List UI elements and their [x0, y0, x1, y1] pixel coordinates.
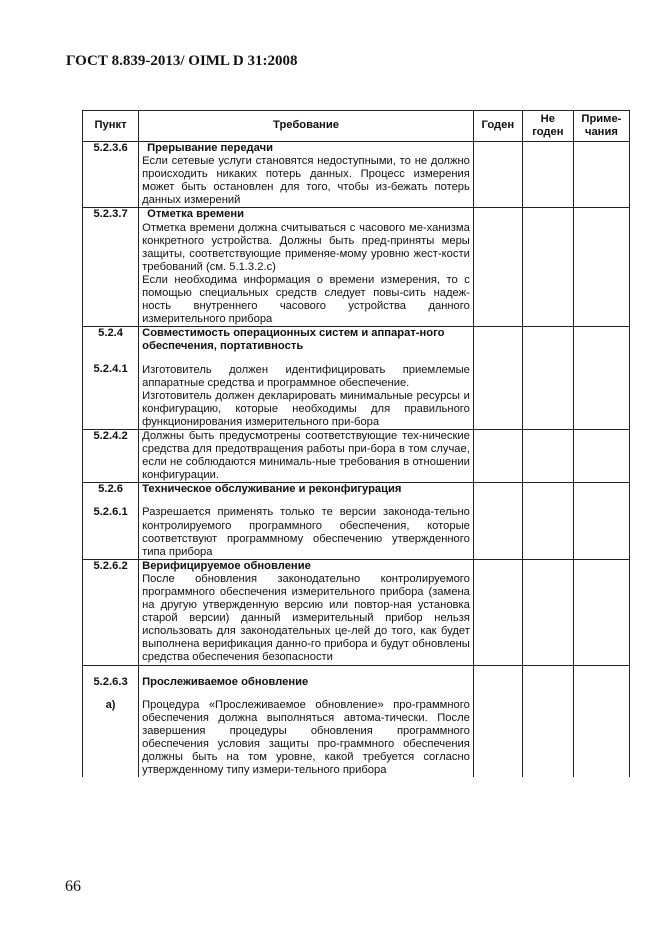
document-header: ГОСТ 8.839-2013/ OIML D 31:2008: [66, 53, 298, 69]
not-suitable-cell[interactable]: [522, 327, 573, 430]
column-header-suitable: Годен: [473, 111, 522, 142]
requirement-cell: [139, 559, 474, 665]
requirement-cell: [139, 208, 474, 327]
requirement-text-continued: Изготовитель должен декларировать минимальные ресурсы и конфигурацию, которые необходимы для правильного функционирования измерительного при-бора: [142, 389, 470, 428]
requirement-title: Отметка времени: [147, 208, 244, 221]
clause-number: 5.2.4 5.2.4.1: [83, 327, 139, 430]
column-header-not-suitable: Не годен: [522, 111, 573, 142]
requirement-cell: [139, 429, 474, 482]
table-row: [83, 665, 630, 777]
requirement-text: Отметка времени должна считываться с часового ме-ханизма конкретного устройства. Должны быть пред-приняты меры защиты, соответствующие применяе-мому уровню жест-кости требований (см. 5.1.3.2.с): [142, 221, 470, 273]
requirement-cell: [139, 483, 474, 559]
table-row: [83, 429, 630, 482]
suitable-cell[interactable]: [473, 559, 522, 665]
notes-cell[interactable]: [573, 208, 629, 327]
column-header-requirement: Требование: [139, 111, 474, 142]
requirement-cell: [139, 665, 474, 777]
requirement-text: После обновления законодательно контролируемого программного обеспечения измерительного прибора (замена на другую утвержденную версию или повтор-ная установка старой версии) данный измерительный прибор нельзя использовать для законодательных це-лей до того, как будет выполнена верификация данно-го прибора и будут обновлены средства обеспечения безопасности: [142, 572, 470, 664]
requirement-text: Должны быть предусмотрены соответствующие тех-нические средства для предотвращения работы при-бора в том случае, если не соблюдаются минималь-ные требования в отношении конфигурации.: [142, 429, 470, 482]
requirement-text: Разрешается применять только те версии законода-тельно контролируемого программного обеспечения, которые соответствуют программному обеспечению утвержденного типа прибора: [142, 506, 470, 558]
table-row: [83, 327, 630, 430]
requirement-title: Техническое обслуживание и реконфигурация: [142, 483, 402, 496]
requirements-table: [82, 110, 630, 777]
table-row: [83, 559, 630, 665]
notes-cell[interactable]: [573, 483, 629, 559]
requirement-text: Если сетевые услуги становятся недоступными, то не должно происходить никаких потерь данных. Процесс измерения может быть остановлен для того, чтобы из-бежать потерь данных измерений: [142, 155, 470, 207]
suitable-cell[interactable]: [473, 483, 522, 559]
column-header-punkt: Пункт: [83, 111, 139, 142]
not-suitable-cell[interactable]: [522, 559, 573, 665]
clause-number: 5.2.3.7: [83, 208, 139, 327]
requirement-title: Прослеживаемое обновление: [142, 675, 309, 688]
requirement-title: Верифицируемое обновление: [142, 559, 311, 572]
requirement-text: Процедура «Прослеживаемое обновление» про-граммного обеспечения должна выполняться автома-тически. После завершения процедуры обновления программного обеспечения условия защиты про-граммного обеспечения должны быть на том уровне, какой требуется согласно утвержденному типу измери-тельного прибора: [142, 698, 470, 777]
suitable-cell[interactable]: [473, 208, 522, 327]
requirement-cell: [139, 142, 474, 208]
requirement-title: Совместимость операционных систем и аппарат-ного обеспечения, портативность: [142, 327, 445, 353]
not-suitable-cell[interactable]: [522, 142, 573, 208]
clause-number: 5.2.3.6: [83, 142, 139, 208]
not-suitable-cell[interactable]: [522, 665, 573, 777]
suitable-cell[interactable]: [473, 665, 522, 777]
table-row: [83, 142, 630, 208]
requirement-title: Прерывание передачи: [147, 142, 273, 154]
page-number: 66: [65, 878, 81, 895]
suitable-cell[interactable]: [473, 142, 522, 208]
notes-cell[interactable]: [573, 327, 629, 430]
not-suitable-cell[interactable]: [522, 208, 573, 327]
notes-cell[interactable]: [573, 142, 629, 208]
table-header-row: [83, 111, 630, 142]
requirement-cell: [139, 327, 474, 430]
clause-number: 5.2.6.2: [83, 559, 139, 665]
not-suitable-cell[interactable]: [522, 429, 573, 482]
suitable-cell[interactable]: [473, 429, 522, 482]
column-header-notes: Приме-чания: [573, 111, 629, 142]
clause-number: 5.2.4.2: [83, 429, 139, 482]
table-row: [83, 208, 630, 327]
table-row: [83, 483, 630, 559]
not-suitable-cell[interactable]: [522, 483, 573, 559]
notes-cell[interactable]: [573, 559, 629, 665]
clause-number: 5.2.6.3 а): [83, 665, 139, 777]
requirement-text-continued: Если необходима информация о времени измерения, то с помощью специальных средств следует повы-сить надеж-ность внутреннего часового устройства данного измерительного прибора: [142, 273, 470, 326]
requirement-text: Изготовитель должен идентифицировать приемлемые аппаратные средства и программное обеспечение.: [142, 363, 470, 389]
notes-cell[interactable]: [573, 429, 629, 482]
suitable-cell[interactable]: [473, 327, 522, 430]
clause-number: 5.2.6 5.2.6.1: [83, 483, 139, 559]
notes-cell[interactable]: [573, 665, 629, 777]
